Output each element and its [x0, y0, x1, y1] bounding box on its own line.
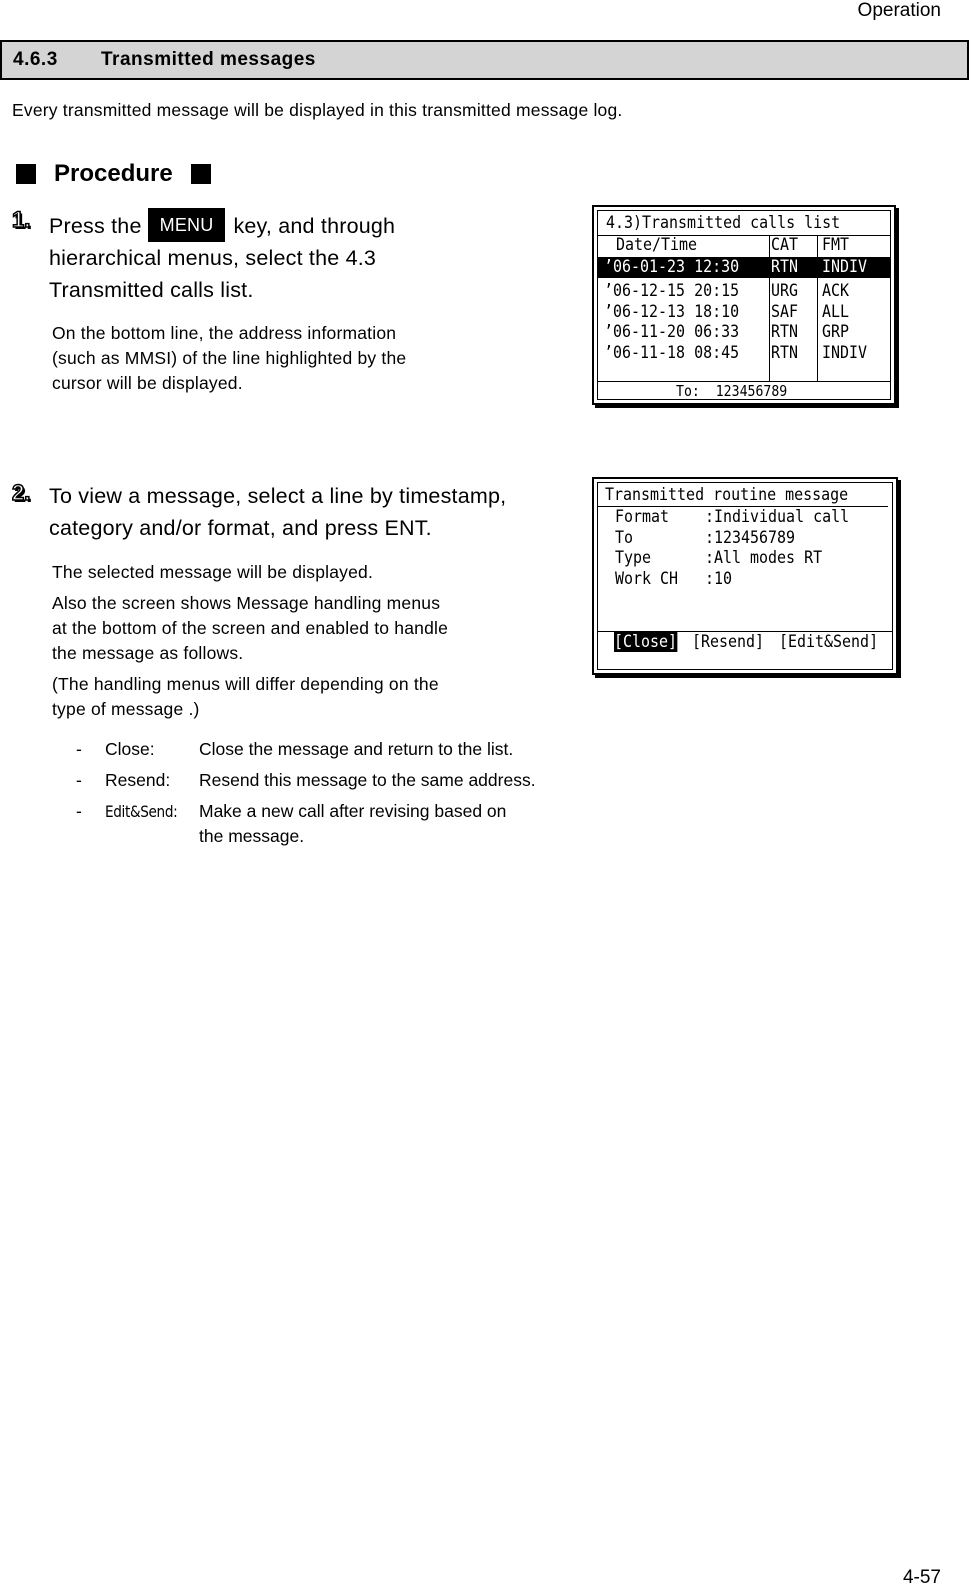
table-row[interactable]: ’06-11-20 06:33 RTN GRP [604, 322, 850, 342]
field-value-to: :123456789 [705, 528, 796, 548]
transmitted-calls-list-screen [592, 205, 896, 405]
step-2-para-3: (The handling menus will differ depending on the type of message .) [52, 674, 439, 719]
table-row[interactable]: ’06-12-13 18:10 SAF ALL [604, 302, 850, 322]
square-bullet-icon [191, 164, 211, 184]
screen-title: 4.3)Transmitted calls list [606, 213, 841, 233]
step-1-instruction [49, 208, 569, 306]
transmitted-message-screen [592, 477, 898, 675]
procedure-heading [12, 160, 211, 188]
procedure-label: Procedure [54, 160, 173, 187]
field-value-type: :All modes RT [705, 548, 823, 568]
menu-key: MENU [148, 208, 226, 242]
table-row[interactable]: ’06-12-15 20:15 URG ACK [604, 281, 850, 301]
screen-title: Transmitted routine message [605, 485, 849, 505]
step-2-instruction: To view a message, select a line by timestamp, category and/or format, and press ENT. [49, 484, 507, 540]
step-2-para-1: The selected message will be displayed. [52, 562, 374, 582]
step-1-line-1: Press the MENU key, and through [49, 208, 569, 242]
section-number: 4.6.3 [13, 49, 58, 70]
edit-send-button[interactable]: [Edit&Send] [779, 632, 879, 652]
step-1-number: 1. [12, 207, 31, 232]
field-label-format: Format [615, 507, 670, 527]
page-number: 4-57 [902, 1567, 941, 1588]
address-footer: To: 123456789 [676, 382, 788, 400]
step-1-line-3: Transmitted calls list. [49, 278, 254, 302]
field-label-to: To [615, 528, 634, 548]
step-2-para-2: Also the screen shows Message handling menus at the bottom of the screen and enabled to handle the message as follows. [52, 593, 449, 663]
close-button[interactable]: [Close] [614, 632, 678, 652]
table-row[interactable]: ’06-11-18 08:45 RTN INDIV [604, 343, 868, 363]
table-row-selected[interactable]: ’06-01-23 12:30 RTN INDIV [598, 257, 890, 278]
field-label-work-ch: Work CH [615, 569, 679, 589]
field-value-format: :Individual call [705, 507, 850, 527]
square-bullet-icon [16, 164, 36, 184]
resend-button[interactable]: [Resend] [692, 632, 765, 652]
field-value-work-ch: :10 [705, 569, 733, 589]
section-heading [0, 40, 969, 80]
column-header-cat: CAT [771, 235, 799, 255]
column-header-datetime: Date/Time [616, 235, 698, 255]
intro-text: Every transmitted message will be displayed in this transmitted message log. [12, 100, 623, 120]
column-header-fmt: FMT [822, 235, 850, 255]
field-label-type: Type [615, 548, 652, 568]
step-1-note: On the bottom line, the address information (such as MMSI) of the line highlighted by the cursor will be displayed. [52, 323, 407, 393]
step-2-number: 2. [12, 480, 31, 505]
running-header: Operation [857, 0, 941, 21]
section-title: Transmitted messages [101, 49, 316, 70]
step-1-line-2: hierarchical menus, select the 4.3 [49, 246, 377, 270]
